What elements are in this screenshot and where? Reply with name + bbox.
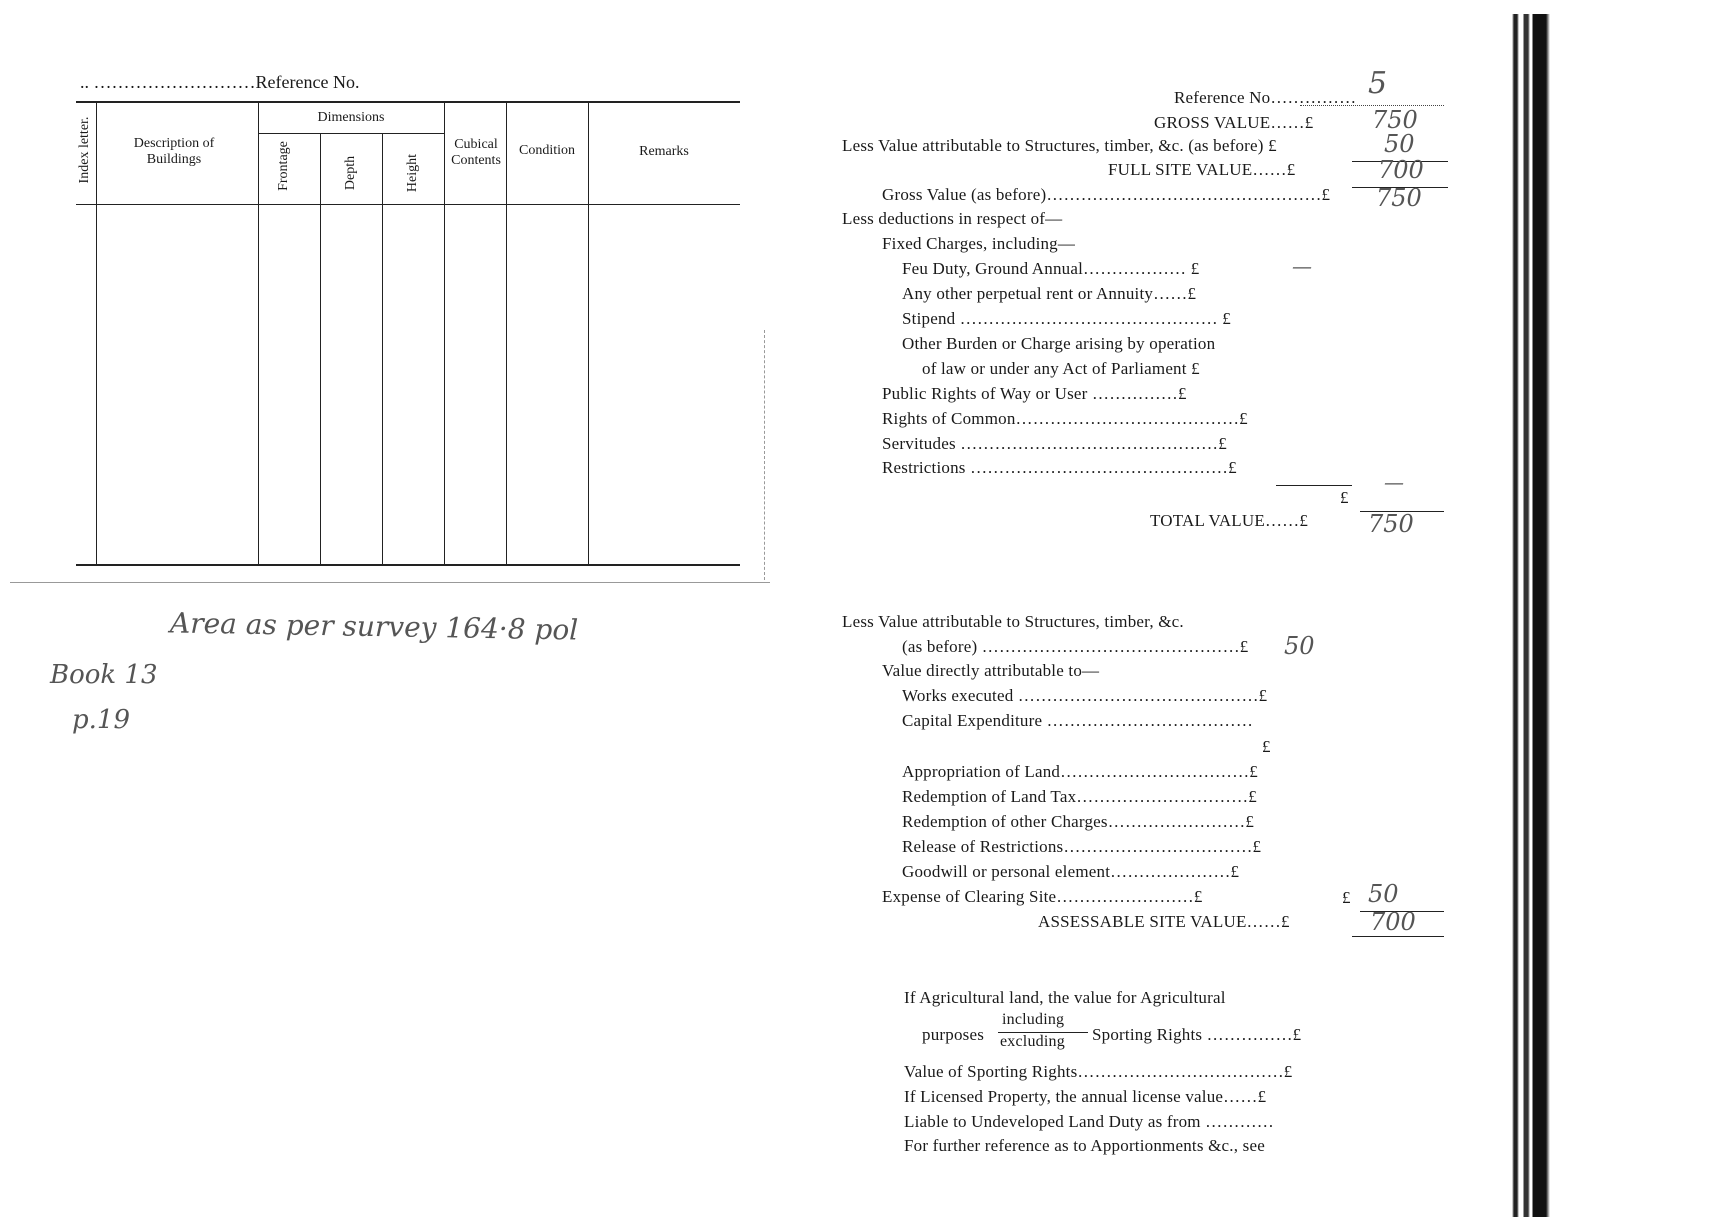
header-condition: Condition: [518, 143, 575, 158]
less-structures-value: 50: [1384, 130, 1415, 158]
gross-before-value: 750: [1376, 184, 1422, 212]
less-deductions: Less deductions in respect of—: [842, 209, 1063, 228]
reference-value: 5: [1368, 66, 1388, 101]
header-remarks: Remarks: [639, 144, 689, 159]
handwritten-area-note: Area as per survey 164·8 pol: [169, 606, 579, 647]
sporting-value: Value of Sporting Rights………………………………£: [904, 1062, 1293, 1081]
less-structures2-line2: (as before) ………………………………………£: [902, 637, 1249, 656]
agri-including: including: [1002, 1011, 1065, 1028]
subtotal-pound: £: [1340, 488, 1349, 507]
table-col-divider: [382, 133, 383, 564]
table-col-divider: [588, 103, 589, 564]
table-col-divider: [444, 103, 445, 564]
other-burden-line1: Other Burden or Charge arising by operation: [902, 334, 1216, 353]
handwritten-book: Book 13: [50, 660, 158, 690]
handwritten-page: p.19: [72, 705, 130, 735]
total-value: 750: [1368, 510, 1414, 538]
right-reference-label: Reference No……………: [1174, 88, 1357, 107]
assessable-rule-bottom: [1352, 936, 1444, 937]
header-cubical: Cubical Contents: [451, 137, 501, 168]
header-description: Description of Buildings: [133, 136, 215, 167]
assessable-value: 700: [1370, 908, 1416, 936]
table-col-divider: [506, 103, 507, 564]
full-site-label: FULL SITE VALUE……£: [1108, 160, 1296, 179]
table-bottom-rule: [76, 564, 740, 566]
capital-expenditure: Capital Expenditure ………………………………: [902, 711, 1254, 730]
appropriation: Appropriation of Land……………………………£: [902, 762, 1259, 781]
agri-excluding: excluding: [1000, 1033, 1065, 1050]
works-executed: Works executed ……………………………………£: [902, 686, 1268, 705]
stipend: Stipend ……………………………………… £: [902, 309, 1231, 328]
less-structures2-line1: Less Value attributable to Structures, timber, &c.: [842, 612, 1184, 631]
page-fold-rule: [10, 582, 770, 583]
undeveloped: Liable to Undeveloped Land Duty as from …………: [904, 1112, 1274, 1131]
redemption-other: Redemption of other Charges……………………£: [902, 812, 1255, 831]
header-height: Height: [405, 153, 420, 193]
header-depth: Depth: [343, 155, 358, 191]
header-index-letter: Index letter.: [77, 116, 92, 184]
agri-line1: If Agricultural land, the value for Agricultural: [904, 988, 1226, 1007]
subtotal-rule: [1276, 485, 1352, 486]
other-burden-line2: of law or under any Act of Parliament £: [922, 359, 1200, 378]
feu-duty-value: —: [1292, 254, 1312, 278]
assessable-label: ASSESSABLE SITE VALUE……£: [1038, 912, 1290, 931]
fixed-charges: Fixed Charges, including—: [882, 234, 1076, 253]
left-reference-label: .. ………………………Reference No.: [80, 72, 360, 92]
subtotal-value: —: [1384, 470, 1404, 494]
further-ref: For further reference as to Apportionments &c., see: [904, 1136, 1265, 1155]
total-value-label: TOTAL VALUE……£: [1150, 511, 1309, 530]
table-col-divider: [96, 103, 97, 564]
center-fold: [764, 330, 765, 580]
full-site-value: 700: [1378, 156, 1424, 184]
redemption-land-tax: Redemption of Land Tax…………………………£: [902, 787, 1257, 806]
rights-common: Rights of Common…………………………………£: [882, 409, 1248, 428]
page-edge-binding: [1512, 14, 1550, 1217]
header-dimensions: Dimensions: [317, 110, 385, 125]
table-col-divider: [320, 133, 321, 564]
table-top-rule: [76, 101, 740, 103]
licensed: If Licensed Property, the annual license value……£: [904, 1087, 1267, 1106]
gross-value: 750: [1372, 106, 1418, 134]
table-col-divider: [258, 103, 259, 564]
expense-value: 50: [1368, 880, 1399, 908]
release-restrictions: Release of Restrictions……………………………£: [902, 837, 1262, 856]
agri-purposes: purposes: [922, 1025, 985, 1044]
expense-pound: £: [1342, 888, 1351, 907]
gross-before-label: Gross Value (as before)…………………………………………£: [882, 185, 1331, 204]
value-directly: Value directly attributable to—: [882, 661, 1100, 680]
restrictions: Restrictions ………………………………………£: [882, 458, 1237, 477]
less-structures-label: Less Value attributable to Structures, timber, &c. (as before) £: [842, 136, 1277, 155]
servitudes: Servitudes ………………………………………£: [882, 434, 1227, 453]
goodwill: Goodwill or personal element…………………£: [902, 862, 1240, 881]
agri-sporting: Sporting Rights ……………£: [1092, 1025, 1302, 1044]
feu-duty: Feu Duty, Ground Annual……………… £: [902, 259, 1200, 278]
expense-clearing: Expense of Clearing Site……………………£: [882, 887, 1203, 906]
header-frontage: Frontage: [276, 141, 291, 191]
public-rights: Public Rights of Way or User ……………£: [882, 384, 1187, 403]
capital-pound: £: [1262, 737, 1271, 756]
less-structures2-value: 50: [1284, 632, 1315, 660]
other-rent: Any other perpetual rent or Annuity……£: [902, 284, 1197, 303]
gross-value-label: GROSS VALUE……£: [1154, 113, 1314, 132]
